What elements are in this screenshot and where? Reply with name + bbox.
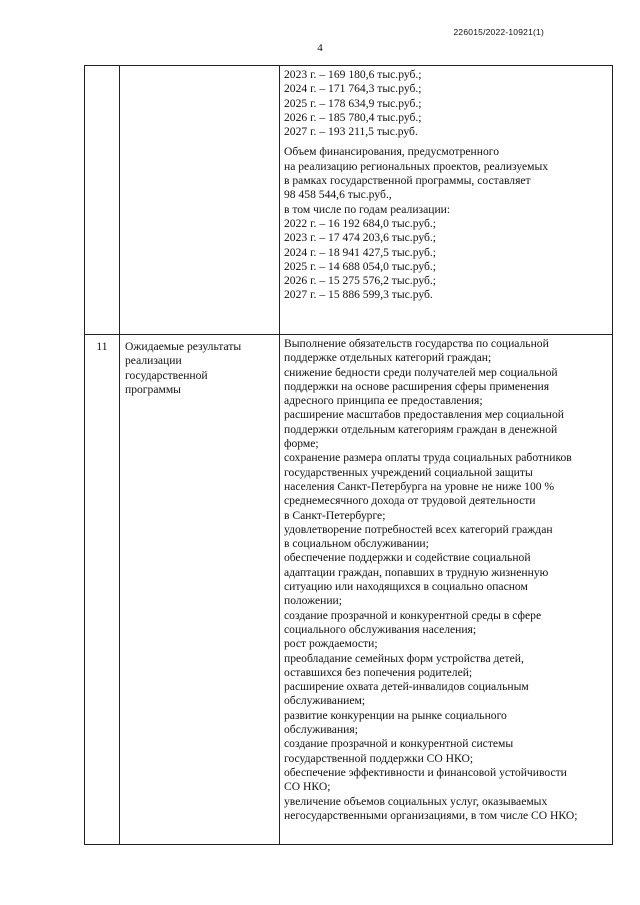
- text-line: на реализацию региональных проектов, реализуемых: [284, 159, 549, 173]
- text-line: в том числе по годам реализации:: [284, 202, 451, 216]
- text-line: 2024 г. – 18 941 427,5 тыс.руб.;: [284, 245, 436, 259]
- text-line: создание прозрачной и конкурентной среды в сфере: [284, 608, 542, 622]
- text-line: государственной поддержки СО НКО;: [284, 751, 474, 765]
- text-line: в социальном обслуживании;: [284, 537, 429, 551]
- document-id: 226015/2022-10921(1): [453, 27, 544, 37]
- list-item: 2023 г. – 169 180,6 тыс.руб.;: [284, 68, 422, 81]
- list-item: 2024 г. – 171 764,3 тыс.руб.;: [284, 82, 422, 96]
- text-line: в рамках государственной программы, составляет: [284, 174, 531, 188]
- text-line: Объем финансирования, предусмотренного: [284, 145, 500, 159]
- text-line: оставшихся без попечения родителей;: [284, 665, 473, 679]
- text-line: форме;: [284, 437, 319, 451]
- text-line: увеличение объемов социальных услуг, оказываемых: [284, 794, 548, 808]
- text-line: среднемесячного дохода от трудовой деятельности: [284, 494, 536, 508]
- row-label: [120, 335, 280, 845]
- text-line: сохранение размера оплаты труда социальных работников: [284, 451, 572, 465]
- text-line: поддержке отдельных категорий граждан;: [284, 351, 492, 365]
- label-line: государственной: [125, 368, 208, 382]
- text-line: адресного принципа ее предоставления;: [284, 394, 483, 408]
- program-table: [84, 65, 613, 845]
- list-item: 2025 г. – 178 634,9 тыс.руб.;: [284, 96, 422, 110]
- text-line: 2022 г. – 16 192 684,0 тыс.руб.;: [284, 216, 436, 230]
- text-line: преобладание семейных форм устройства детей,: [284, 651, 524, 665]
- text-line: развитие конкуренции на рынке социального: [284, 708, 507, 722]
- text-line: адаптации граждан, попавших в трудную жизненную: [284, 565, 549, 579]
- yearly-financing-list: [284, 68, 610, 139]
- row-number: [85, 66, 120, 335]
- text-line: поддержки на основе расширения сферы применения: [284, 379, 550, 393]
- text-line: социального обслуживания населения;: [284, 622, 477, 636]
- text-line: рост рождаемости;: [284, 637, 378, 651]
- text-line: в Санкт-Петербурге;: [284, 508, 386, 522]
- financing-cell: [280, 66, 613, 335]
- expected-results-cell: [280, 335, 613, 845]
- text-line: Выполнение обязательств государства по социальной: [284, 337, 549, 350]
- table-row: [85, 335, 613, 845]
- text-line: расширение масштабов предоставления мер социальной: [284, 408, 564, 422]
- text-line: государственных учреждений социальной защиты: [284, 465, 533, 479]
- text-line: создание прозрачной и конкурентной системы: [284, 737, 514, 751]
- text-line: поддержки отдельным категориям граждан в денежной: [284, 422, 558, 436]
- label-line: Ожидаемые результаты: [125, 340, 242, 353]
- text-line: 2027 г. – 15 886 599,3 тыс.руб.: [284, 288, 433, 302]
- row-label: [120, 66, 280, 335]
- regional-projects-financing: [284, 145, 610, 302]
- text-line: положении;: [284, 594, 342, 608]
- row-number: 11: [85, 335, 120, 845]
- text-line: 2025 г. – 14 688 054,0 тыс.руб.;: [284, 259, 436, 273]
- text-line: обслуживания;: [284, 723, 358, 737]
- label-line: программы: [125, 382, 181, 396]
- text-line: удовлетворение потребностей всех категорий граждан: [284, 522, 553, 536]
- text-line: 98 458 544,6 тыс.руб.,: [284, 188, 392, 202]
- text-line: негосударственными организациями, в том числе СО НКО;: [284, 808, 578, 822]
- list-item: 2026 г. – 185 780,4 тыс.руб.;: [284, 110, 422, 124]
- text-line: обеспечение поддержки и содействие социальной: [284, 551, 531, 565]
- text-line: СО НКО;: [284, 780, 331, 794]
- text-line: снижение бедности среди получателей мер социальной: [284, 365, 558, 379]
- text-line: обеспечение эффективности и финансовой устойчивости: [284, 765, 567, 779]
- text-line: обслуживанием;: [284, 694, 366, 708]
- table-row: [85, 66, 613, 335]
- text-line: 2026 г. – 15 275 576,2 тыс.руб.;: [284, 274, 436, 288]
- text-line: населения Санкт-Петербурга на уровне не ниже 100 %: [284, 479, 555, 493]
- text-line: 2023 г. – 17 474 203,6 тыс.руб.;: [284, 231, 436, 245]
- page-number: 4: [317, 42, 323, 54]
- text-line: расширение охвата детей-инвалидов социальным: [284, 680, 529, 694]
- label-line: реализации: [125, 354, 182, 368]
- text-line: ситуацию или находящихся в социально опасном: [284, 580, 528, 594]
- list-item: 2027 г. – 193 211,5 тыс.руб.: [284, 125, 418, 139]
